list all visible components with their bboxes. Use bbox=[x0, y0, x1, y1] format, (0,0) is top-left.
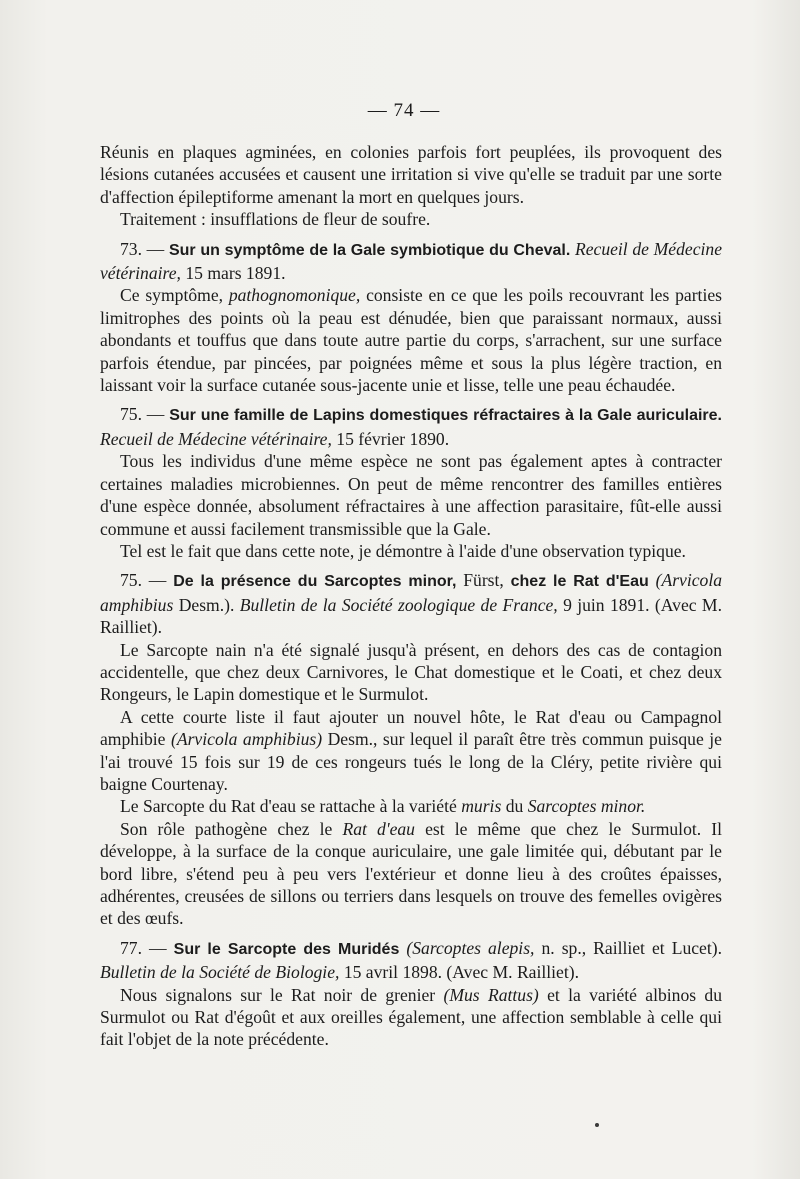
entry-date: 9 juin 1891. (Avec M. Railliet). bbox=[100, 594, 722, 638]
text-run: est le même que chez le Surmulot. Il développe, à la surface de la conque auriculaire, une gale limitée qui, débutant par le bord libre, s'étend peu à peu vers l'extérieur et donne lieu à des croûtes épaisses, adhérentes, creusées de sillons ou terriers dans lesquels on trouve des femelles ovigères et des œufs. bbox=[100, 818, 723, 929]
entry-species-author: Desm.). bbox=[178, 594, 235, 615]
intro-paragraph: Réunis en plaques agminées, en colonies parfois fort peuplées, ils provoquent des lésions cutanées accusées et causent une irritation si vive qu'elle se traduit par une sorte d'affection épileptiforme amenant la mort en quelques jours. bbox=[100, 142, 722, 207]
text-run-italic: Sarcoptes minor. bbox=[527, 796, 646, 817]
text-run: Ce symptôme, bbox=[120, 285, 224, 306]
page-number: — 74 — bbox=[367, 100, 441, 121]
text-run: Desm., sur lequel il paraît être très commun puisque je l'ai trouvé 15 fois sur 19 de ces rongeurs tués le long de la Cléry, petite rivière qui baigne Courtenay. bbox=[100, 729, 722, 794]
entry-75b-heading bbox=[100, 569, 722, 638]
text-run: Son rôle pathogène chez le bbox=[120, 818, 333, 839]
entry-75b-paragraph-1: Le Sarcopte nain n'a été signalé jusqu'à présent, en dehors des cas de contagion accidentelle, que chez deux Carnivores, le Chat domestique et le Coati, et chez deux Rongeurs, le Lapin domestique et le Surmulot. bbox=[100, 639, 722, 705]
entry-source: Bulletin de la Société zoologique de France, bbox=[239, 594, 558, 615]
entry-species: (Arvicola amphibius bbox=[100, 570, 723, 615]
entry-date: 15 mars 1891. bbox=[185, 263, 286, 284]
entry-date: 15 avril 1898. (Avec M. Railliet). bbox=[343, 962, 579, 983]
page-header bbox=[0, 100, 800, 122]
ink-speck bbox=[595, 1123, 599, 1127]
text-run: et la variété albinos du Surmulot ou Rat d'égoût et aux oreilles également, une affection semblable à celle qui fait l'objet de la note précédente. bbox=[100, 984, 722, 1050]
page-body bbox=[100, 141, 722, 1051]
entry-77-paragraph bbox=[100, 984, 722, 1051]
entry-75a-heading bbox=[100, 403, 722, 450]
entry-75a-paragraph-2: Tel est le fait que dans cette note, je démontre à l'aide d'une observation typique. bbox=[120, 540, 686, 561]
text-run: Le Sarcopte du Rat d'eau se rattache à la variété bbox=[120, 796, 457, 817]
entry-73-paragraph bbox=[100, 284, 722, 396]
entry-species: (Sarcoptes alepis, bbox=[406, 937, 535, 958]
entry-75b-paragraph-4 bbox=[100, 818, 722, 930]
entry-title: Sur un symptôme de la Gale symbiotique du Cheval. bbox=[168, 241, 571, 259]
text-run-italic: (Mus Rattus) bbox=[443, 984, 539, 1005]
text-run-italic: pathognomonique, bbox=[228, 285, 361, 306]
entry-date: 15 février 1890. bbox=[336, 428, 450, 449]
entry-title: Sur le Sarcopte des Muridés bbox=[173, 940, 400, 958]
entry-source: Recueil de Médecine vétérinaire, bbox=[100, 238, 723, 284]
entry-title-continued: chez le Rat d'Eau bbox=[510, 573, 649, 591]
entry-75a-paragraph-1: Tous les individus d'une même espèce ne sont pas également aptes à contracter certaines maladies microbiennes. On peut de même rencontrer des familles entières d'une espèce donnée, absolument réfractaires à une affection parasitaire, fût-elle aussi commune et aussi facilement transmissible que la Gale. bbox=[100, 451, 722, 539]
entry-number: 75. — bbox=[120, 404, 165, 425]
intro-treatment: Traitement : insufflations de fleur de soufre. bbox=[120, 209, 431, 230]
entry-title: De la présence du Sarcoptes minor, bbox=[173, 573, 457, 591]
entry-source: Recueil de Médecine vétérinaire, bbox=[100, 428, 332, 449]
text-run: consiste en ce que les poils recouvrant les parties limitrophes des points où la peau est dénudée, bien que paraissant normaux, aussi abondants et touffus que dans toute autre partie du corps, s'arrachent, sur une surface parfois étendue, par pincées, par poignées même et sous la plus légère traction, en laissant voir la surface cutanée sous-jacente unie et lisse, telle une peau échaudée. bbox=[100, 285, 722, 396]
text-run-italic: muris bbox=[461, 796, 502, 817]
entry-75b-paragraph-3 bbox=[100, 795, 722, 817]
text-run-italic: (Arvicola amphibius) bbox=[170, 729, 323, 750]
entry-source: Bulletin de la Société de Biologie, bbox=[100, 962, 340, 983]
entry-73-heading bbox=[100, 238, 722, 285]
text-run-italic: Rat d'eau bbox=[342, 818, 415, 839]
entry-author: Fürst, bbox=[463, 570, 504, 591]
text-run: A cette courte liste il faut ajouter un nouvel hôte, le Rat d'eau ou Campagnol amphibie bbox=[100, 706, 722, 750]
entry-number: 77. — bbox=[120, 937, 167, 958]
text-run: du bbox=[505, 796, 524, 817]
entry-title: Sur une famille de Lapins domestiques réfractaires à la Gale auriculaire. bbox=[169, 407, 723, 425]
entry-species-author: n. sp., Railliet et Lucet). bbox=[541, 937, 723, 958]
entry-number: 73. — bbox=[120, 238, 165, 259]
entry-75b-paragraph-2 bbox=[100, 706, 722, 796]
text-run: Nous signalons sur le Rat noir de grenier bbox=[120, 984, 436, 1005]
entry-77-heading bbox=[100, 937, 722, 984]
entry-number: 75. — bbox=[120, 570, 167, 591]
